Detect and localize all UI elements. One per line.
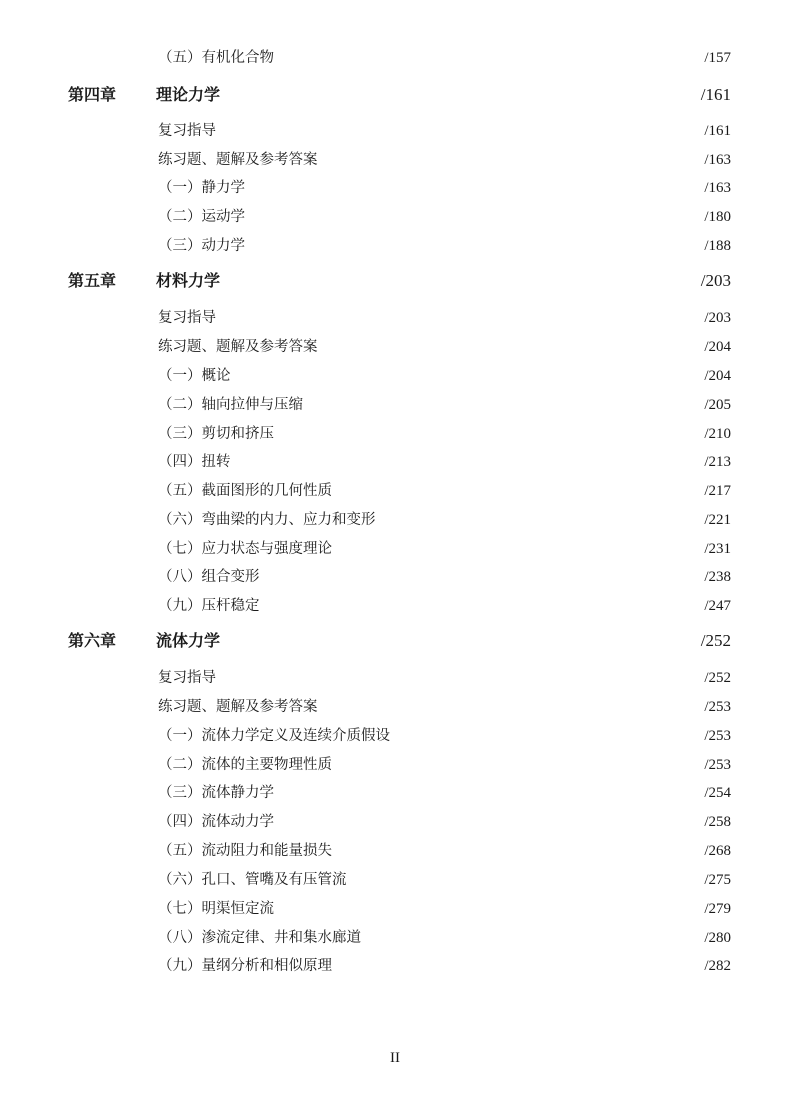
page-reference: /203	[704, 310, 731, 326]
page-reference: /247	[704, 598, 731, 614]
toc-entry	[0, 926, 790, 950]
toc-entry	[0, 234, 790, 258]
entry-title: （七）明渠恒定流	[158, 901, 274, 917]
toc-entry	[0, 479, 790, 503]
entry-title: （八）组合变形	[158, 569, 260, 585]
entry-title: （七）应力状态与强度理论	[158, 541, 332, 557]
entry-title: （五）有机化合物	[158, 50, 274, 66]
toc-entry	[0, 176, 790, 200]
entry-title: （四）流体动力学	[158, 814, 274, 830]
toc-entry	[0, 46, 790, 70]
page-reference: /275	[704, 872, 731, 888]
toc-entry	[0, 537, 790, 561]
page-reference: /221	[704, 512, 731, 528]
page-reference: /204	[704, 339, 731, 355]
page-reference: /252	[700, 631, 731, 650]
chapter-number: 第四章	[68, 85, 117, 104]
toc-entry	[0, 868, 790, 892]
toc-entry	[0, 839, 790, 863]
toc-entry	[0, 450, 790, 474]
page-reference: /205	[704, 397, 731, 413]
chapter-number: 第六章	[68, 631, 117, 650]
page-reference: /254	[704, 785, 731, 801]
entry-title: 练习题、题解及参考答案	[158, 339, 318, 355]
chapter-entry	[0, 269, 790, 293]
chapter-title: 流体力学	[156, 631, 221, 650]
entry-title: 复习指导	[158, 670, 216, 686]
page-number: II	[390, 1050, 400, 1066]
entry-title: （一）静力学	[158, 180, 245, 196]
entry-title: （一）概论	[158, 368, 231, 384]
page-reference: /188	[704, 238, 731, 254]
entry-title: （五）流动阻力和能量损失	[158, 843, 332, 859]
toc-entry	[0, 393, 790, 417]
page-reference: /210	[704, 426, 731, 442]
entry-title: （三）流体静力学	[158, 785, 274, 801]
entry-title: （六）孔口、管嘴及有压管流	[158, 872, 347, 888]
entry-title: （九）量纲分析和相似原理	[158, 958, 332, 974]
toc-entry	[0, 422, 790, 446]
page-reference: /163	[704, 152, 731, 168]
page-reference: /204	[704, 368, 731, 384]
page-reference: /161	[704, 123, 731, 139]
toc-entry	[0, 508, 790, 532]
toc-entry	[0, 781, 790, 805]
toc-entry	[0, 724, 790, 748]
toc-entry	[0, 954, 790, 978]
chapter-title: 理论力学	[156, 85, 221, 104]
entry-title: 复习指导	[158, 310, 216, 326]
page-reference: /253	[704, 728, 731, 744]
page-reference: /231	[704, 541, 731, 557]
toc-entry	[0, 565, 790, 589]
page-reference: /157	[704, 50, 731, 66]
entry-title: （三）动力学	[158, 238, 245, 254]
entry-title: （四）扭转	[158, 454, 231, 470]
entry-title: （二）运动学	[158, 209, 245, 225]
toc-entry	[0, 695, 790, 719]
page-reference: /280	[704, 930, 731, 946]
page-reference: /217	[704, 483, 731, 499]
toc-entry	[0, 119, 790, 143]
page-reference: /253	[704, 699, 731, 715]
page-reference: /252	[704, 670, 731, 686]
chapter-entry	[0, 629, 790, 653]
page-reference: /253	[704, 757, 731, 773]
page-reference: /163	[704, 180, 731, 196]
chapter-entry	[0, 83, 790, 107]
entry-title: 练习题、题解及参考答案	[158, 152, 318, 168]
page-reference: /258	[704, 814, 731, 830]
entry-title: 复习指导	[158, 123, 216, 139]
page-reference: /238	[704, 569, 731, 585]
entry-title: （六）弯曲梁的内力、应力和变形	[158, 512, 376, 528]
page-reference: /213	[704, 454, 731, 470]
entry-title: （三）剪切和挤压	[158, 426, 274, 442]
entry-title: （一）流体力学定义及连续介质假设	[158, 728, 390, 744]
page-reference: /268	[704, 843, 731, 859]
toc-entry	[0, 666, 790, 690]
page-reference: /180	[704, 209, 731, 225]
toc-entry	[0, 897, 790, 921]
page-reference: /161	[700, 85, 731, 104]
entry-title: （五）截面图形的几何性质	[158, 483, 332, 499]
toc-entry	[0, 205, 790, 229]
entry-title: 练习题、题解及参考答案	[158, 699, 318, 715]
toc-entry	[0, 364, 790, 388]
toc-entry	[0, 753, 790, 777]
toc-entry	[0, 810, 790, 834]
page-reference: /282	[704, 958, 731, 974]
chapter-number: 第五章	[68, 271, 117, 290]
page-reference: /203	[700, 271, 731, 290]
toc-entry	[0, 594, 790, 618]
page-reference: /279	[704, 901, 731, 917]
entry-title: （二）流体的主要物理性质	[158, 757, 332, 773]
entry-title: （二）轴向拉伸与压缩	[158, 397, 303, 413]
toc-entry	[0, 148, 790, 172]
entry-title: （九）压杆稳定	[158, 598, 260, 614]
entry-title: （八）渗流定律、井和集水廊道	[158, 930, 361, 946]
toc-entry	[0, 335, 790, 359]
toc-entry	[0, 306, 790, 330]
chapter-title: 材料力学	[156, 271, 221, 290]
